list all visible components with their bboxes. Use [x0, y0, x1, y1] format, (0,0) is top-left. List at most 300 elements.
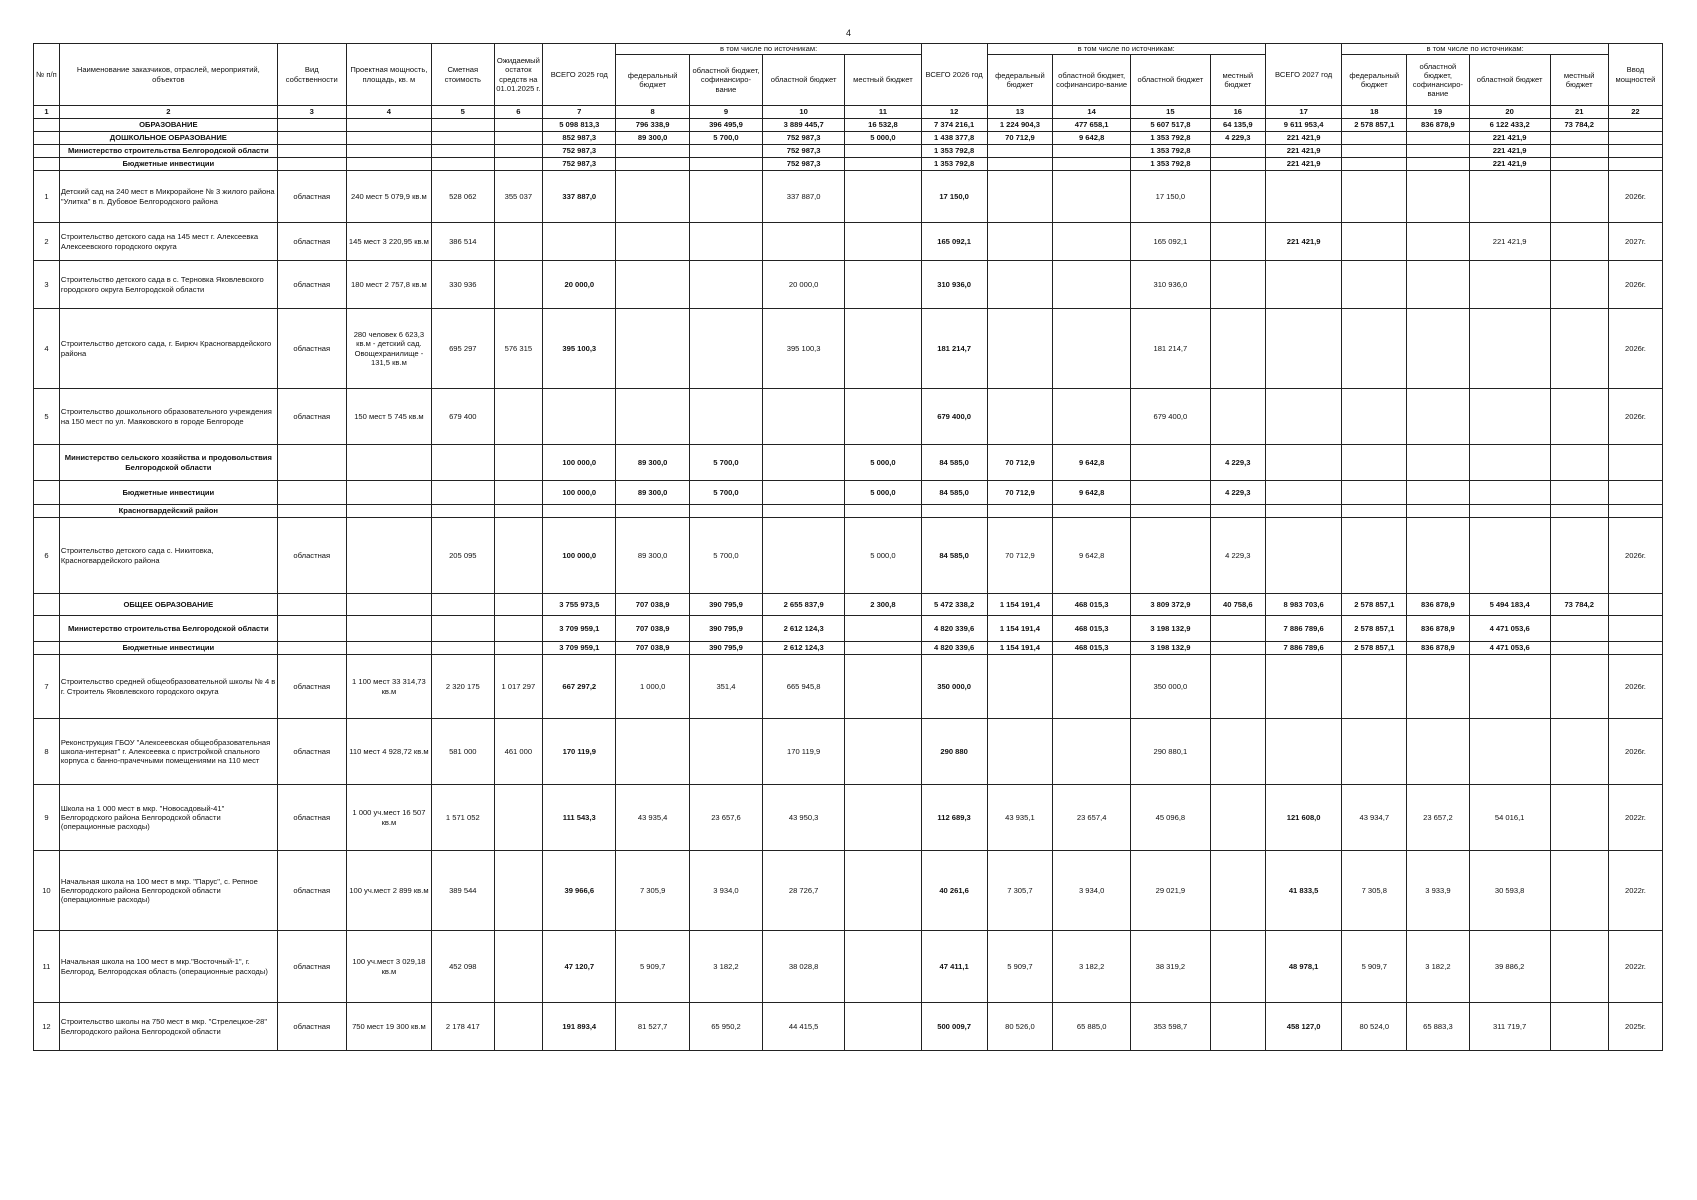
- cell-f26: [987, 505, 1053, 518]
- cell-l27: [1550, 145, 1608, 158]
- cell-t25: 852 987,3: [543, 132, 616, 145]
- cell-l25: [845, 642, 922, 655]
- cell-rem: [494, 931, 543, 1003]
- cell-est: 695 297: [432, 309, 495, 389]
- cell-own: областная: [277, 1003, 346, 1051]
- cell-r25: 3 889 445,7: [763, 119, 845, 132]
- header-sources-2027: в том числе по источникам:: [1342, 44, 1608, 55]
- cell-f25: 43 935,4: [616, 785, 689, 851]
- cell-own: областная: [277, 518, 346, 594]
- cell-l27: [1550, 309, 1608, 389]
- cell-num: [34, 158, 60, 171]
- column-number-row: [34, 106, 1663, 119]
- column-number: 2: [59, 106, 277, 119]
- cell-c26: [1053, 158, 1131, 171]
- cell-c27: 836 878,9: [1407, 119, 1470, 132]
- cell-t27: 221 421,9: [1265, 223, 1342, 261]
- cell-t27: [1265, 261, 1342, 309]
- cell-r27: [1469, 389, 1550, 445]
- cell-c25: 351,4: [689, 655, 762, 719]
- cell-l25: [845, 1003, 922, 1051]
- header-local: местный бюджет: [1550, 55, 1608, 106]
- cell-rem: [494, 642, 543, 655]
- cell-own: областная: [277, 655, 346, 719]
- cell-num: 9: [34, 785, 60, 851]
- cell-f26: 43 935,1: [987, 785, 1053, 851]
- cell-r25: 395 100,3: [763, 309, 845, 389]
- cell-c25: 3 182,2: [689, 931, 762, 1003]
- section-row: [34, 616, 1663, 642]
- cell-l26: [1210, 655, 1265, 719]
- header-sources-2026: в том числе по источникам:: [987, 44, 1265, 55]
- cell-l26: 4 229,3: [1210, 132, 1265, 145]
- cell-t27: 48 978,1: [1265, 931, 1342, 1003]
- cell-l27: [1550, 642, 1608, 655]
- cell-l26: [1210, 145, 1265, 158]
- cell-r27: 4 471 053,6: [1469, 642, 1550, 655]
- cell-r26: 310 936,0: [1130, 261, 1210, 309]
- cell-c25: 396 495,9: [689, 119, 762, 132]
- cell-l27: [1550, 171, 1608, 223]
- cell-f25: [616, 158, 689, 171]
- table-body: [34, 119, 1663, 1051]
- cell-r26: 679 400,0: [1130, 389, 1210, 445]
- cell-f26: 1 224 904,3: [987, 119, 1053, 132]
- cell-r26: 1 353 792,8: [1130, 145, 1210, 158]
- cell-rem: [494, 158, 543, 171]
- cell-f27: [1342, 171, 1407, 223]
- cell-c27: [1407, 223, 1470, 261]
- cell-cap: 1 000 уч.мест 16 507 кв.м: [346, 785, 431, 851]
- cell-r27: 221 421,9: [1469, 132, 1550, 145]
- table-header: [34, 44, 1663, 119]
- cell-t27: 8 983 703,6: [1265, 594, 1342, 616]
- cell-l25: [845, 616, 922, 642]
- cell-f25: 89 300,0: [616, 518, 689, 594]
- cell-r26: [1130, 505, 1210, 518]
- cell-r27: 311 719,7: [1469, 1003, 1550, 1051]
- cell-l25: [845, 389, 922, 445]
- cell-comm: 2026г.: [1608, 171, 1662, 223]
- cell-f26: 70 712,9: [987, 518, 1053, 594]
- cell-comm: [1608, 642, 1662, 655]
- column-number: 7: [543, 106, 616, 119]
- cell-f27: [1342, 505, 1407, 518]
- header-cofinancing: областной бюджет, софинансиро-вание: [1407, 55, 1470, 106]
- cell-c26: [1053, 261, 1131, 309]
- column-number: 10: [763, 106, 845, 119]
- cell-c25: [689, 309, 762, 389]
- cell-c26: [1053, 655, 1131, 719]
- cell-t26: [921, 505, 987, 518]
- cell-c27: [1407, 145, 1470, 158]
- cell-est: 205 095: [432, 518, 495, 594]
- cell-t25: 3 755 973,5: [543, 594, 616, 616]
- header-cofinancing: областной бюджет, софинансиро-вание: [689, 55, 762, 106]
- cell-l27: [1550, 719, 1608, 785]
- cell-t25: 100 000,0: [543, 445, 616, 481]
- cell-r26: 1 353 792,8: [1130, 132, 1210, 145]
- section-row: [34, 132, 1663, 145]
- cell-l26: 64 135,9: [1210, 119, 1265, 132]
- cell-l25: 5 000,0: [845, 481, 922, 505]
- cell-f27: [1342, 445, 1407, 481]
- cell-l25: 2 300,8: [845, 594, 922, 616]
- cell-est: 2 178 417: [432, 1003, 495, 1051]
- header-regional: областной бюджет: [1130, 55, 1210, 106]
- cell-t26: 679 400,0: [921, 389, 987, 445]
- cell-num: 5: [34, 389, 60, 445]
- cell-c26: [1053, 223, 1131, 261]
- cell-f26: [987, 655, 1053, 719]
- cell-f26: [987, 145, 1053, 158]
- cell-r27: 6 122 433,2: [1469, 119, 1550, 132]
- cell-c27: [1407, 655, 1470, 719]
- cell-t25: [543, 505, 616, 518]
- cell-rem: [494, 261, 543, 309]
- cell-r25: 665 945,8: [763, 655, 845, 719]
- cell-l26: 4 229,3: [1210, 445, 1265, 481]
- header-total-2025: ВСЕГО 2025 год: [543, 44, 616, 106]
- cell-own: [277, 132, 346, 145]
- cell-t26: 84 585,0: [921, 445, 987, 481]
- cell-own: областная: [277, 785, 346, 851]
- cell-f27: [1342, 132, 1407, 145]
- column-number: 15: [1130, 106, 1210, 119]
- cell-t27: [1265, 505, 1342, 518]
- cell-rem: 1 017 297: [494, 655, 543, 719]
- cell-comm: 2022г.: [1608, 931, 1662, 1003]
- cell-l25: [845, 158, 922, 171]
- cell-t27: [1265, 309, 1342, 389]
- cell-t26: 500 009,7: [921, 1003, 987, 1051]
- column-number: 16: [1210, 106, 1265, 119]
- cell-name: Бюджетные инвестиции: [59, 481, 277, 505]
- cell-c25: 390 795,9: [689, 642, 762, 655]
- cell-t26: 5 472 338,2: [921, 594, 987, 616]
- column-number: 1: [34, 106, 60, 119]
- cell-num: [34, 481, 60, 505]
- cell-l26: 4 229,3: [1210, 481, 1265, 505]
- cell-c27: 3 182,2: [1407, 931, 1470, 1003]
- cell-t25: 3 709 959,1: [543, 642, 616, 655]
- cell-c27: [1407, 309, 1470, 389]
- cell-c26: 9 642,8: [1053, 481, 1131, 505]
- header-capacity: Проектная мощность, площадь, кв. м: [346, 44, 431, 106]
- cell-t27: 9 611 953,4: [1265, 119, 1342, 132]
- section-row: [34, 594, 1663, 616]
- cell-f27: 5 909,7: [1342, 931, 1407, 1003]
- cell-r27: [1469, 518, 1550, 594]
- cell-c27: [1407, 481, 1470, 505]
- cell-t25: 47 120,7: [543, 931, 616, 1003]
- cell-comm: 2022г.: [1608, 785, 1662, 851]
- cell-c26: 477 658,1: [1053, 119, 1131, 132]
- cell-rem: [494, 132, 543, 145]
- cell-num: [34, 505, 60, 518]
- table-row: [34, 785, 1663, 851]
- column-number: 11: [845, 106, 922, 119]
- cell-c27: 836 878,9: [1407, 594, 1470, 616]
- cell-l26: [1210, 223, 1265, 261]
- table-row: [34, 1003, 1663, 1051]
- cell-r27: 4 471 053,6: [1469, 616, 1550, 642]
- cell-r27: [1469, 505, 1550, 518]
- cell-c26: 65 885,0: [1053, 1003, 1131, 1051]
- table-row: [34, 719, 1663, 785]
- cell-t27: [1265, 655, 1342, 719]
- cell-c26: [1053, 389, 1131, 445]
- cell-f25: [616, 309, 689, 389]
- column-number: 3: [277, 106, 346, 119]
- column-number: 14: [1053, 106, 1131, 119]
- cell-f26: 1 154 191,4: [987, 642, 1053, 655]
- cell-c26: 9 642,8: [1053, 518, 1131, 594]
- cell-rem: [494, 851, 543, 931]
- cell-comm: [1608, 594, 1662, 616]
- cell-l27: [1550, 931, 1608, 1003]
- column-number: 12: [921, 106, 987, 119]
- cell-f27: [1342, 261, 1407, 309]
- cell-f27: 43 934,7: [1342, 785, 1407, 851]
- cell-c25: 5 700,0: [689, 132, 762, 145]
- cell-t26: 7 374 216,1: [921, 119, 987, 132]
- column-number: 20: [1469, 106, 1550, 119]
- cell-cap: 280 человек 6 623,3 кв.м - детский сад. Овощехранилище - 131,5 кв.м: [346, 309, 431, 389]
- cell-r25: 38 028,8: [763, 931, 845, 1003]
- cell-r26: 181 214,7: [1130, 309, 1210, 389]
- cell-l26: [1210, 642, 1265, 655]
- cell-r25: 28 726,7: [763, 851, 845, 931]
- cell-num: 2: [34, 223, 60, 261]
- cell-r27: 30 593,8: [1469, 851, 1550, 931]
- cell-t26: 112 689,3: [921, 785, 987, 851]
- cell-c26: 23 657,4: [1053, 785, 1131, 851]
- cell-cap: [346, 445, 431, 481]
- cell-own: [277, 642, 346, 655]
- cell-name: Детский сад на 240 мест в Микрорайоне № 3 жилого района "Улитка" в п. Дубовое Белгородского района: [59, 171, 277, 223]
- cell-cap: 150 мест 5 745 кв.м: [346, 389, 431, 445]
- header-regional: областной бюджет: [763, 55, 845, 106]
- cell-rem: 576 315: [494, 309, 543, 389]
- cell-l27: 73 784,2: [1550, 119, 1608, 132]
- cell-c25: [689, 389, 762, 445]
- cell-own: [277, 481, 346, 505]
- cell-cap: [346, 505, 431, 518]
- cell-rem: [494, 505, 543, 518]
- cell-c25: 5 700,0: [689, 445, 762, 481]
- cell-own: областная: [277, 719, 346, 785]
- cell-comm: [1608, 132, 1662, 145]
- cell-name: Реконструкция ГБОУ "Алексеевская общеобразовательная школа-интернат" г. Алексеевка с пристройкой спального корпуса с банно-прачечными помещениями на 110 мест: [59, 719, 277, 785]
- cell-t27: [1265, 171, 1342, 223]
- cell-f25: [616, 261, 689, 309]
- cell-c27: [1407, 171, 1470, 223]
- cell-r26: 3 809 372,9: [1130, 594, 1210, 616]
- cell-l27: [1550, 389, 1608, 445]
- cell-l27: [1550, 261, 1608, 309]
- cell-est: 452 098: [432, 931, 495, 1003]
- cell-est: 389 544: [432, 851, 495, 931]
- cell-c27: [1407, 518, 1470, 594]
- header-commission: Ввод мощностей: [1608, 44, 1662, 106]
- cell-t27: 121 608,0: [1265, 785, 1342, 851]
- column-number: 21: [1550, 106, 1608, 119]
- cell-c27: 3 933,9: [1407, 851, 1470, 931]
- cell-f25: [616, 171, 689, 223]
- header-name: Наименование заказчиков, отраслей, мероприятий, объектов: [59, 44, 277, 106]
- cell-est: 2 320 175: [432, 655, 495, 719]
- cell-cap: 100 уч.мест 3 029,18 кв.м: [346, 931, 431, 1003]
- cell-f26: 1 154 191,4: [987, 616, 1053, 642]
- cell-name: ОБЩЕЕ ОБРАЗОВАНИЕ: [59, 594, 277, 616]
- cell-est: [432, 505, 495, 518]
- cell-est: 679 400: [432, 389, 495, 445]
- cell-comm: 2026г.: [1608, 655, 1662, 719]
- cell-c25: [689, 223, 762, 261]
- column-number: 17: [1265, 106, 1342, 119]
- cell-est: 581 000: [432, 719, 495, 785]
- cell-t26: 181 214,7: [921, 309, 987, 389]
- cell-rem: [494, 223, 543, 261]
- cell-comm: 2026г.: [1608, 518, 1662, 594]
- cell-name: Бюджетные инвестиции: [59, 642, 277, 655]
- cell-t26: 47 411,1: [921, 931, 987, 1003]
- cell-r26: 290 880,1: [1130, 719, 1210, 785]
- cell-cap: [346, 518, 431, 594]
- cell-t26: 17 150,0: [921, 171, 987, 223]
- cell-f26: 5 909,7: [987, 931, 1053, 1003]
- cell-rem: [494, 145, 543, 158]
- cell-t27: [1265, 389, 1342, 445]
- cell-cap: [346, 481, 431, 505]
- header-local: местный бюджет: [845, 55, 922, 106]
- cell-name: Строительство средней общеобразовательной школы № 4 в г. Строитель Яковлевского городского округа: [59, 655, 277, 719]
- cell-c25: 3 934,0: [689, 851, 762, 931]
- cell-c27: [1407, 505, 1470, 518]
- cell-num: 11: [34, 931, 60, 1003]
- cell-est: 1 571 052: [432, 785, 495, 851]
- cell-num: [34, 594, 60, 616]
- cell-num: 1: [34, 171, 60, 223]
- cell-own: областная: [277, 261, 346, 309]
- cell-f26: [987, 261, 1053, 309]
- cell-t25: 752 987,3: [543, 145, 616, 158]
- cell-r26: 17 150,0: [1130, 171, 1210, 223]
- cell-est: 386 514: [432, 223, 495, 261]
- cell-r27: [1469, 445, 1550, 481]
- cell-comm: 2026г.: [1608, 389, 1662, 445]
- cell-f27: [1342, 481, 1407, 505]
- cell-est: [432, 594, 495, 616]
- cell-r25: [763, 223, 845, 261]
- cell-l27: [1550, 851, 1608, 931]
- cell-c26: [1053, 145, 1131, 158]
- cell-own: [277, 158, 346, 171]
- cell-f25: [616, 223, 689, 261]
- cell-r27: 54 016,1: [1469, 785, 1550, 851]
- cell-t25: 5 098 813,3: [543, 119, 616, 132]
- cell-l26: [1210, 1003, 1265, 1051]
- cell-f27: [1342, 158, 1407, 171]
- cell-r27: [1469, 261, 1550, 309]
- cell-r27: 221 421,9: [1469, 223, 1550, 261]
- cell-name: Начальная школа на 100 мест в мкр."Восточный-1", г. Белгород, Белгородская область (операционные расходы): [59, 931, 277, 1003]
- cell-t25: 170 119,9: [543, 719, 616, 785]
- cell-t25: 667 297,2: [543, 655, 616, 719]
- column-number: 4: [346, 106, 431, 119]
- column-number: 13: [987, 106, 1053, 119]
- cell-f25: 89 300,0: [616, 481, 689, 505]
- cell-f25: 81 527,7: [616, 1003, 689, 1051]
- header-remainder: Ожидаемый остаток средств на 01.01.2025 г.: [494, 44, 543, 106]
- cell-f27: [1342, 655, 1407, 719]
- cell-f26: 70 712,9: [987, 132, 1053, 145]
- cell-c25: [689, 145, 762, 158]
- cell-t25: 20 000,0: [543, 261, 616, 309]
- cell-r25: 20 000,0: [763, 261, 845, 309]
- cell-t25: [543, 389, 616, 445]
- cell-r26: 3 198 132,9: [1130, 642, 1210, 655]
- cell-l27: 73 784,2: [1550, 594, 1608, 616]
- cell-t27: 221 421,9: [1265, 145, 1342, 158]
- cell-cap: [346, 594, 431, 616]
- cell-name: Министерство строительства Белгородской области: [59, 616, 277, 642]
- cell-est: [432, 642, 495, 655]
- cell-c25: 5 700,0: [689, 481, 762, 505]
- cell-num: 4: [34, 309, 60, 389]
- cell-cap: [346, 642, 431, 655]
- cell-t27: [1265, 445, 1342, 481]
- cell-r25: 43 950,3: [763, 785, 845, 851]
- cell-f25: 89 300,0: [616, 132, 689, 145]
- table-row: [34, 171, 1663, 223]
- cell-r26: 350 000,0: [1130, 655, 1210, 719]
- cell-c27: 836 878,9: [1407, 642, 1470, 655]
- header-cofinancing: областной бюджет, софинансиро-вание: [1053, 55, 1131, 106]
- cell-c25: [689, 505, 762, 518]
- header-estimate: Сметная стоимость: [432, 44, 495, 106]
- cell-est: [432, 445, 495, 481]
- cell-num: [34, 132, 60, 145]
- cell-l27: [1550, 655, 1608, 719]
- cell-l25: 5 000,0: [845, 518, 922, 594]
- cell-f26: 7 305,7: [987, 851, 1053, 931]
- cell-c26: [1053, 309, 1131, 389]
- header-federal: федеральный бюджет: [987, 55, 1053, 106]
- table-row: [34, 518, 1663, 594]
- cell-rem: [494, 481, 543, 505]
- cell-t27: 221 421,9: [1265, 158, 1342, 171]
- cell-l26: [1210, 719, 1265, 785]
- cell-l27: [1550, 1003, 1608, 1051]
- cell-l27: [1550, 445, 1608, 481]
- cell-l25: 5 000,0: [845, 132, 922, 145]
- cell-cap: [346, 145, 431, 158]
- cell-r27: [1469, 719, 1550, 785]
- table-row: [34, 223, 1663, 261]
- cell-r26: 1 353 792,8: [1130, 158, 1210, 171]
- cell-c26: 468 015,3: [1053, 594, 1131, 616]
- cell-c26: 468 015,3: [1053, 642, 1131, 655]
- cell-comm: 2025г.: [1608, 1003, 1662, 1051]
- column-number: 6: [494, 106, 543, 119]
- cell-cap: 1 100 мест 33 314,73 кв.м: [346, 655, 431, 719]
- cell-num: 6: [34, 518, 60, 594]
- cell-l26: [1210, 309, 1265, 389]
- cell-r27: 5 494 183,4: [1469, 594, 1550, 616]
- cell-num: 3: [34, 261, 60, 309]
